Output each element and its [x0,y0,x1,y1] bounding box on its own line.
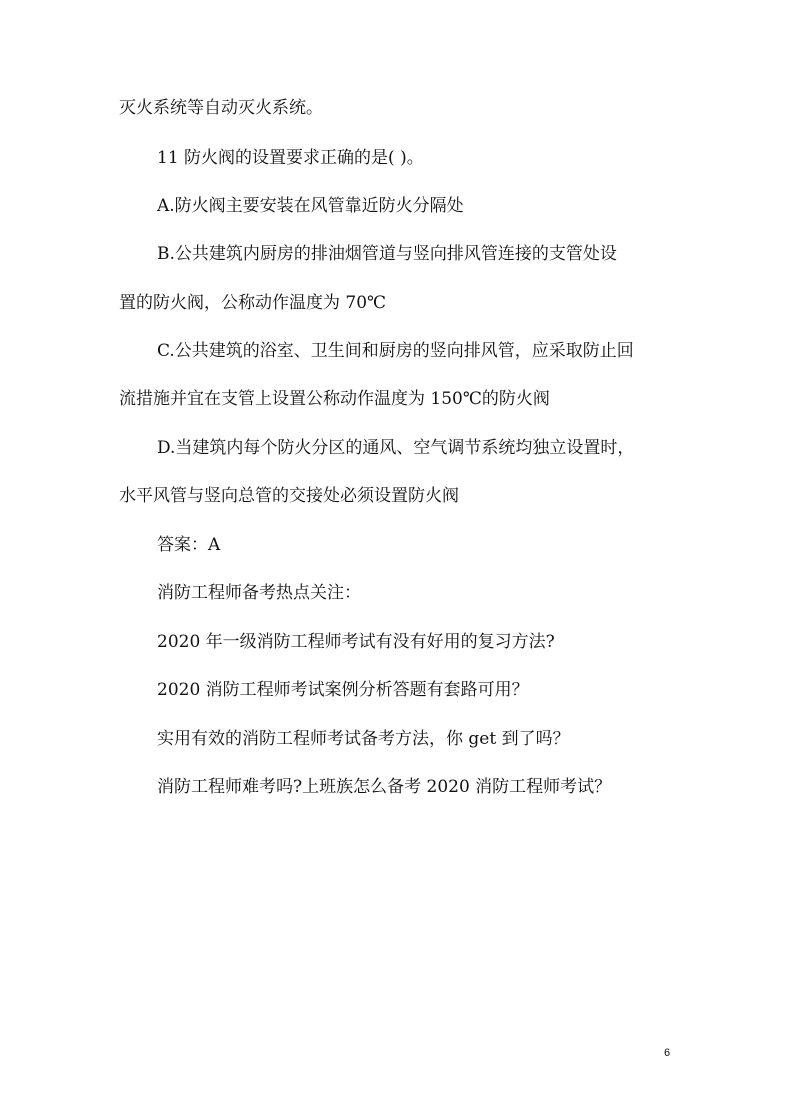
option-d-line-2: 水平风管与竖向总管的交接处必须设置防火阀 [119,486,459,506]
option-c-line-2: 流措施并宜在支管上设置公称动作温度为 150℃的防火阀 [119,389,550,409]
hot-topic-item: 2020 消防工程师考试案例分析答题有套路可用？ [157,680,529,700]
option-d-line-1: D.当建筑内每个防火分区的通风、空气调节系统均独立设置时， [157,438,635,458]
question-text: 11 防火阀的设置要求正确的是( )。 [157,148,424,168]
hot-topic-item: 消防工程师难考吗?上班族怎么备考 2020 消防工程师考试？ [157,777,612,797]
hot-topic-item: 2020 年一级消防工程师考试有没有好用的复习方法? [157,632,555,652]
option-b-line-2: 置的防火阀，公称动作温度为 70℃ [119,293,387,313]
page-number: 6 [664,1047,671,1059]
hot-topics-heading: 消防工程师备考热点关注： [157,583,361,603]
option-c-line-1: C.公共建筑的浴室、卫生间和厨房的竖向排风管，应采取防止回 [157,341,634,361]
answer-line: 答案：A [157,535,221,555]
continued-text-line: 灭火系统等自动灭火系统。 [119,98,323,118]
option-a: A.防火阀主要安装在风管靠近防火分隔处 [157,196,464,216]
hot-topic-item: 实用有效的消防工程师考试备考方法，你 get 到了吗？ [157,729,570,749]
option-b-line-1: B.公共建筑内厨房的排油烟管道与竖向排风管连接的支管处设 [157,244,617,264]
